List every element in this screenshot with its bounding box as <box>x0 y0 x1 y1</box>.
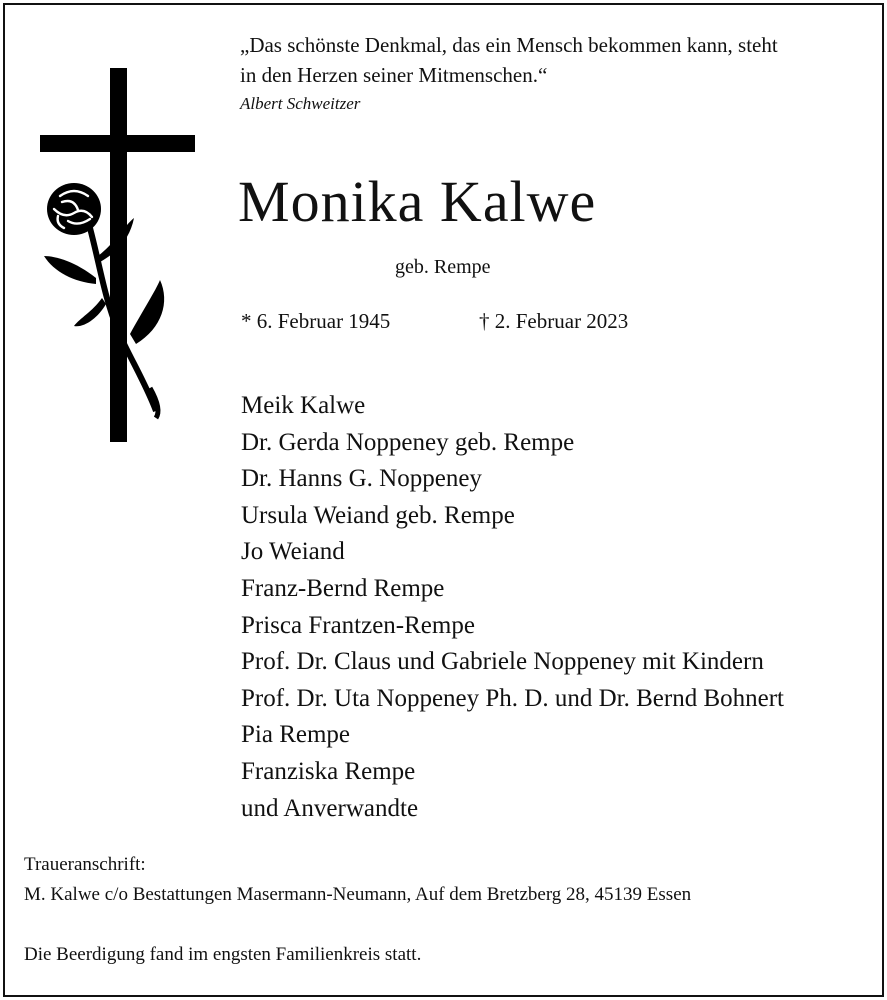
cross-with-rose-icon <box>38 66 198 450</box>
mourner-name: und Anverwandte <box>241 794 419 822</box>
mourner-name: Ursula Weiand geb. Rempe <box>241 501 515 529</box>
quote-author: Albert Schweitzer <box>240 94 361 113</box>
mourner-name: Franz-Bernd Rempe <box>241 574 445 602</box>
mourner-name: Prisca Frantzen-Rempe <box>241 611 475 639</box>
mourner-name: Meik Kalwe <box>241 392 366 419</box>
birth-date: * 6. Februar 1945 <box>241 309 391 333</box>
deceased-name: Monika Kalwe <box>238 169 597 234</box>
mourner-name: Dr. Hanns G. Noppeney <box>241 465 482 493</box>
mourner-name: Dr. Gerda Noppeney geb. Rempe <box>241 428 575 456</box>
mourner-name: Franziska Rempe <box>241 757 416 785</box>
mourner-name: Prof. Dr. Claus und Gabriele Noppeney mit Kindern <box>241 648 764 676</box>
quote-line-1: „Das schönste Denkmal, das ein Mensch bekommen kann, steht <box>240 33 778 57</box>
epigraph-quote <box>240 30 860 90</box>
maiden-name: geb. Rempe <box>395 256 491 278</box>
address-label: Traueranschrift: <box>24 854 146 875</box>
funeral-note: Die Beerdigung fand im engsten Familienkreis statt. <box>24 944 422 965</box>
quote-line-2: in den Herzen seiner Mitmenschen.“ <box>240 63 548 87</box>
death-date: † 2. Februar 2023 <box>479 309 629 333</box>
mourner-name: Prof. Dr. Uta Noppeney Ph. D. und Dr. Bernd Bohnert <box>241 684 784 712</box>
address-text: M. Kalwe c/o Bestattungen Masermann-Neumann, Auf dem Bretzberg 28, 45139 Essen <box>24 884 692 905</box>
mourner-name: Pia Rempe <box>241 721 351 749</box>
mourner-name: Jo Weiand <box>241 538 345 566</box>
mourners-list <box>241 388 784 827</box>
